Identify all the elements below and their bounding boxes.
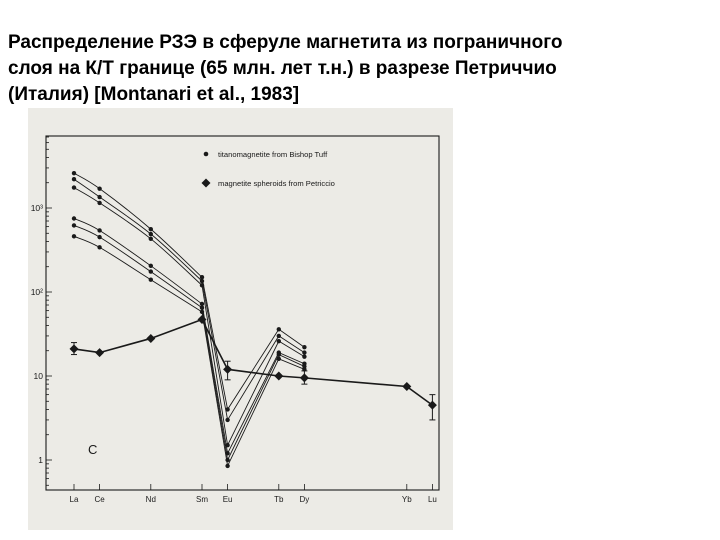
titano-point-1-ce: [97, 186, 101, 190]
legend-label-titanomagnetite: titanomagnetite from Bishop Tuff: [218, 150, 328, 159]
titano-point-2-eu: [225, 418, 229, 422]
titano-curve-4: [74, 218, 202, 303]
x-tick-label-lu: Lu: [427, 495, 437, 504]
titano-point-3-la: [72, 185, 76, 189]
titano-curve-2: [74, 179, 202, 281]
titano-curve-6: [74, 236, 202, 312]
titano-point-3-sm: [200, 283, 204, 287]
spheroid-point-ce: [95, 348, 104, 357]
titano-point-4-nd: [149, 264, 153, 268]
x-tick-label-sm: Sm: [196, 495, 208, 504]
y-tick-label: 10³: [30, 203, 43, 213]
titano-point-5-la: [72, 223, 76, 227]
spheroid-point-eu: [223, 365, 232, 374]
titano-point-3-ce: [97, 201, 101, 205]
titano-point-3-tb: [277, 339, 281, 343]
titano-curve-5: [74, 225, 202, 307]
y-tick-label: 10: [33, 371, 43, 381]
titano-point-6-tb: [277, 357, 281, 361]
titano-point-1-la: [72, 171, 76, 175]
legend-label-spheroids: magnetite spheroids from Petriccio: [218, 179, 335, 188]
titano-point-1-tb: [277, 327, 281, 331]
spheroid-point-nd: [146, 334, 155, 343]
x-tick-label-yb: Yb: [401, 495, 412, 504]
titano-point-3-nd: [149, 237, 153, 241]
ree-chart: [28, 108, 453, 530]
titano-point-2-sm: [200, 279, 204, 283]
titano-point-3-dy: [302, 354, 306, 358]
titano-point-1-nd: [149, 227, 153, 231]
titano-point-2-tb: [277, 334, 281, 338]
x-tick-label-ce: Ce: [94, 495, 105, 504]
legend-diamond-icon: [202, 179, 211, 188]
titano-anomaly-1: [202, 277, 304, 409]
slide-title-line-3: (Италия) [Montanari et al., 1983]: [8, 84, 300, 105]
x-tick-label-dy: Dy: [299, 495, 310, 504]
plot-frame: [46, 136, 439, 490]
titano-curve-3: [74, 188, 202, 286]
titano-point-5-tb: [277, 352, 281, 356]
titano-curve-1: [74, 173, 202, 277]
titano-point-5-ce: [97, 235, 101, 239]
titano-point-2-dy: [302, 350, 306, 354]
titano-point-2-nd: [149, 232, 153, 236]
x-tick-label-la: La: [69, 495, 79, 504]
slide-title-line-2: слоя на К/Т границе (65 млн. лет т.н.) в разрезе Петриччио: [8, 58, 557, 79]
titano-point-6-la: [72, 234, 76, 238]
x-tick-label-eu: Eu: [222, 495, 233, 504]
titano-point-2-ce: [97, 195, 101, 199]
titano-point-1-dy: [302, 345, 306, 349]
panel-label: C: [88, 442, 98, 457]
titano-point-5-nd: [149, 269, 153, 273]
spheroid-point-dy: [300, 373, 309, 382]
spheroid-point-tb: [274, 372, 283, 381]
titano-point-2-la: [72, 177, 76, 181]
titano-point-5-sm: [200, 306, 204, 310]
spheroid-point-la: [70, 344, 79, 353]
x-tick-label-tb: Tb: [274, 495, 284, 504]
y-tick-label: 1: [38, 455, 43, 465]
legend-dot-icon: [204, 152, 209, 157]
titano-anomaly-6: [202, 312, 304, 466]
y-tick-label: 10²: [30, 287, 43, 297]
titano-point-6-ce: [97, 245, 101, 249]
slide-title-line-1: Распределение РЗЭ в сферуле магнетита из пограничного: [8, 32, 563, 53]
slide-title: [8, 30, 718, 108]
titano-point-4-ce: [97, 228, 101, 232]
titano-point-1-sm: [200, 275, 204, 279]
titano-point-6-eu: [225, 464, 229, 468]
titano-point-6-nd: [149, 278, 153, 282]
titano-point-6-sm: [200, 310, 204, 314]
chart-svg: [28, 108, 453, 530]
x-tick-label-nd: Nd: [145, 495, 156, 504]
titano-point-4-la: [72, 216, 76, 220]
